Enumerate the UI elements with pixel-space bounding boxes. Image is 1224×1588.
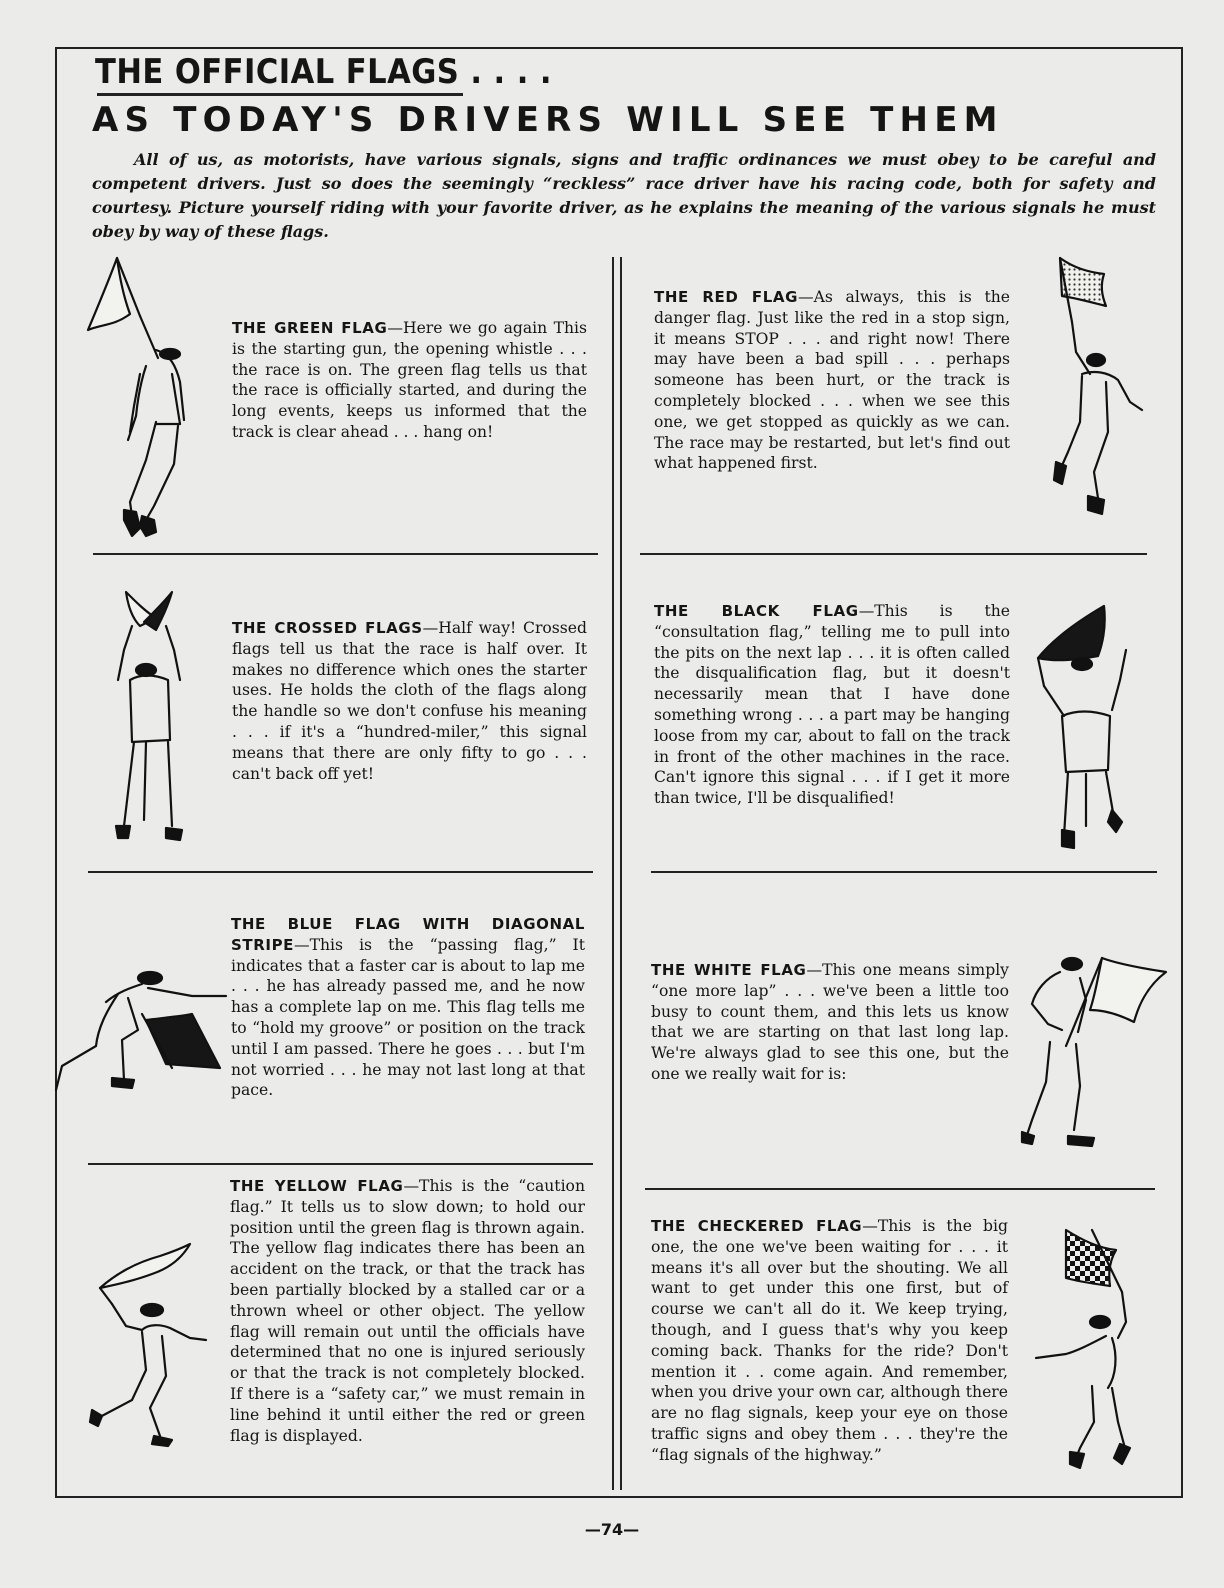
checkered-flag-starter-illustration (1030, 1226, 1142, 1472)
crossed-flags-heading: THE CROSSED FLAGS (232, 619, 423, 637)
crossed-flags-starter-illustration (110, 590, 198, 842)
blue-flag-starter-illustration (52, 968, 228, 1096)
blue-flag-text: —This is the “passing flag,” It indicates that a faster car is about to lap me . . . he has already passed me, and he now has a complete lap on me. This flag tells me to “hold my groove” or position on the track until I am passed. There he goes . . . but I'm not worried . . . he may not last long at that pace. (231, 935, 585, 1100)
section-rule (88, 1163, 593, 1165)
white-flag-heading: THE WHITE FLAG (651, 961, 807, 979)
yellow-flag-text: —This is the “caution flag.” It tells us to slow down; to hold our position until the green flag is thrown again. The yellow flag indicates there has been an accident on the track, or that the track has been partially blocked by a stalled car or a thrown wheel or other object. The yellow flag will remain out until the officials have determined that no one is injured seriously or that the track is not completely blocked. If there is a “safety car,” we must remain in line behind it until either the red or green flag is displayed. (230, 1177, 585, 1445)
yellow-flag-heading: THE YELLOW FLAG (230, 1177, 404, 1195)
checkered-flag-heading: THE CHECKERED FLAG (651, 1217, 863, 1235)
yellow-flag-starter-illustration (90, 1240, 218, 1452)
white-flag-starter-illustration (1020, 952, 1170, 1154)
page-border (55, 47, 1183, 1498)
white-flag-text: —This one means simply “one more lap” . . . we've been a little too busy to count them, and this lets us know that we are starting on that last long lap. We're always glad to see this one, but the one we really wait for is: (651, 961, 1009, 1083)
title-underline (97, 93, 463, 96)
title-line-2: AS TODAY'S DRIVERS WILL SEE THEM (92, 100, 1004, 140)
crossed-flags-paragraph (232, 618, 587, 784)
column-divider (612, 257, 614, 1490)
page-number: —74— (584, 1520, 640, 1539)
column-divider (620, 257, 622, 1490)
section-rule (651, 871, 1157, 873)
white-flag-paragraph (651, 960, 1009, 1085)
section-rule (645, 1188, 1155, 1190)
checkered-flag-text: —This is the big one, the one we've been waiting for . . . it means it's all over but the shouting. We all want to get under this one first, but of course we can't all do it. We keep trying, though, and I guess that's why you keep coming back. Thanks for the ride? Don't mention it . . come again. And remember, when you drive your own car, although there are no flag signals, keep your eye on those traffic signs and obey them . . . they're the “flag signals of the highway.” (651, 1217, 1008, 1464)
green-flag-text: —Here we go again This is the starting gun, the opening whistle . . . the race is on. The green flag tells us that the race is officially started, and during the long events, keeps us informed that the track is clear ahead . . . hang on! (232, 319, 588, 441)
black-flag-text: —This is the “consultation flag,” telling me to pull into the pits on the next lap . . . it is often called the disqualification flag, but it doesn't necessarily mean that I have done something wrong . . . a part may be hanging loose from my car, about to fall on the track in front of the other machines in the race. Can't ignore this signal . . . if I get it more than twice, I'll be disqualified! (654, 602, 1010, 808)
title-line-1: THE OFFICIAL FLAGS . . . . (95, 52, 552, 92)
black-flag-heading: THE BLACK FLAG (654, 602, 859, 620)
black-flag-starter-illustration (1034, 600, 1138, 856)
section-rule (88, 871, 593, 873)
red-flag-paragraph (654, 287, 1010, 474)
section-rule (93, 553, 598, 555)
green-flag-paragraph (232, 318, 587, 443)
yellow-flag-paragraph (230, 1176, 585, 1446)
red-flag-heading: THE RED FLAG (654, 288, 799, 306)
blue-flag-paragraph (231, 914, 585, 1101)
intro-paragraph: All of us, as motorists, have various signals, signs and traffic ordinances we must obey to be careful and competent drivers. Just so does the seemingly “reckless” race driver have his racing code, both for safety and courtesy. Picture yourself riding with your favorite driver, as he explains the meaning of the various signals he must obey by way of these flags. (92, 150, 1156, 241)
blue-flag-heading: THE BLUE FLAG WITH DIAGONAL STRIPE (231, 915, 585, 954)
red-flag-starter-illustration (1052, 252, 1148, 522)
green-flag-starter-illustration (84, 254, 194, 546)
red-flag-text: —As always, this is the danger flag. Just like the red in a stop sign, it means STOP . . . and right now! There may have been a bad spill . . . perhaps someone has been hurt, or the track is completely blocked . . . when we see this one, we get stopped as quickly as we can. The race may be restarted, but let's find out what happened first. (654, 288, 1010, 473)
black-flag-paragraph (654, 601, 1010, 809)
section-rule (640, 553, 1147, 555)
crossed-flags-text: —Half way! Crossed flags tell us that the race is half over. It makes no difference which ones the starter uses. He holds the cloth of the flags along the handle so we don't confuse his meaning . . . if it's a “hundred-miler,” this signal means that there are only fifty to go . . . can't back off yet! (232, 619, 587, 783)
green-flag-heading: THE GREEN FLAG (232, 319, 388, 337)
checkered-flag-paragraph (651, 1216, 1008, 1466)
